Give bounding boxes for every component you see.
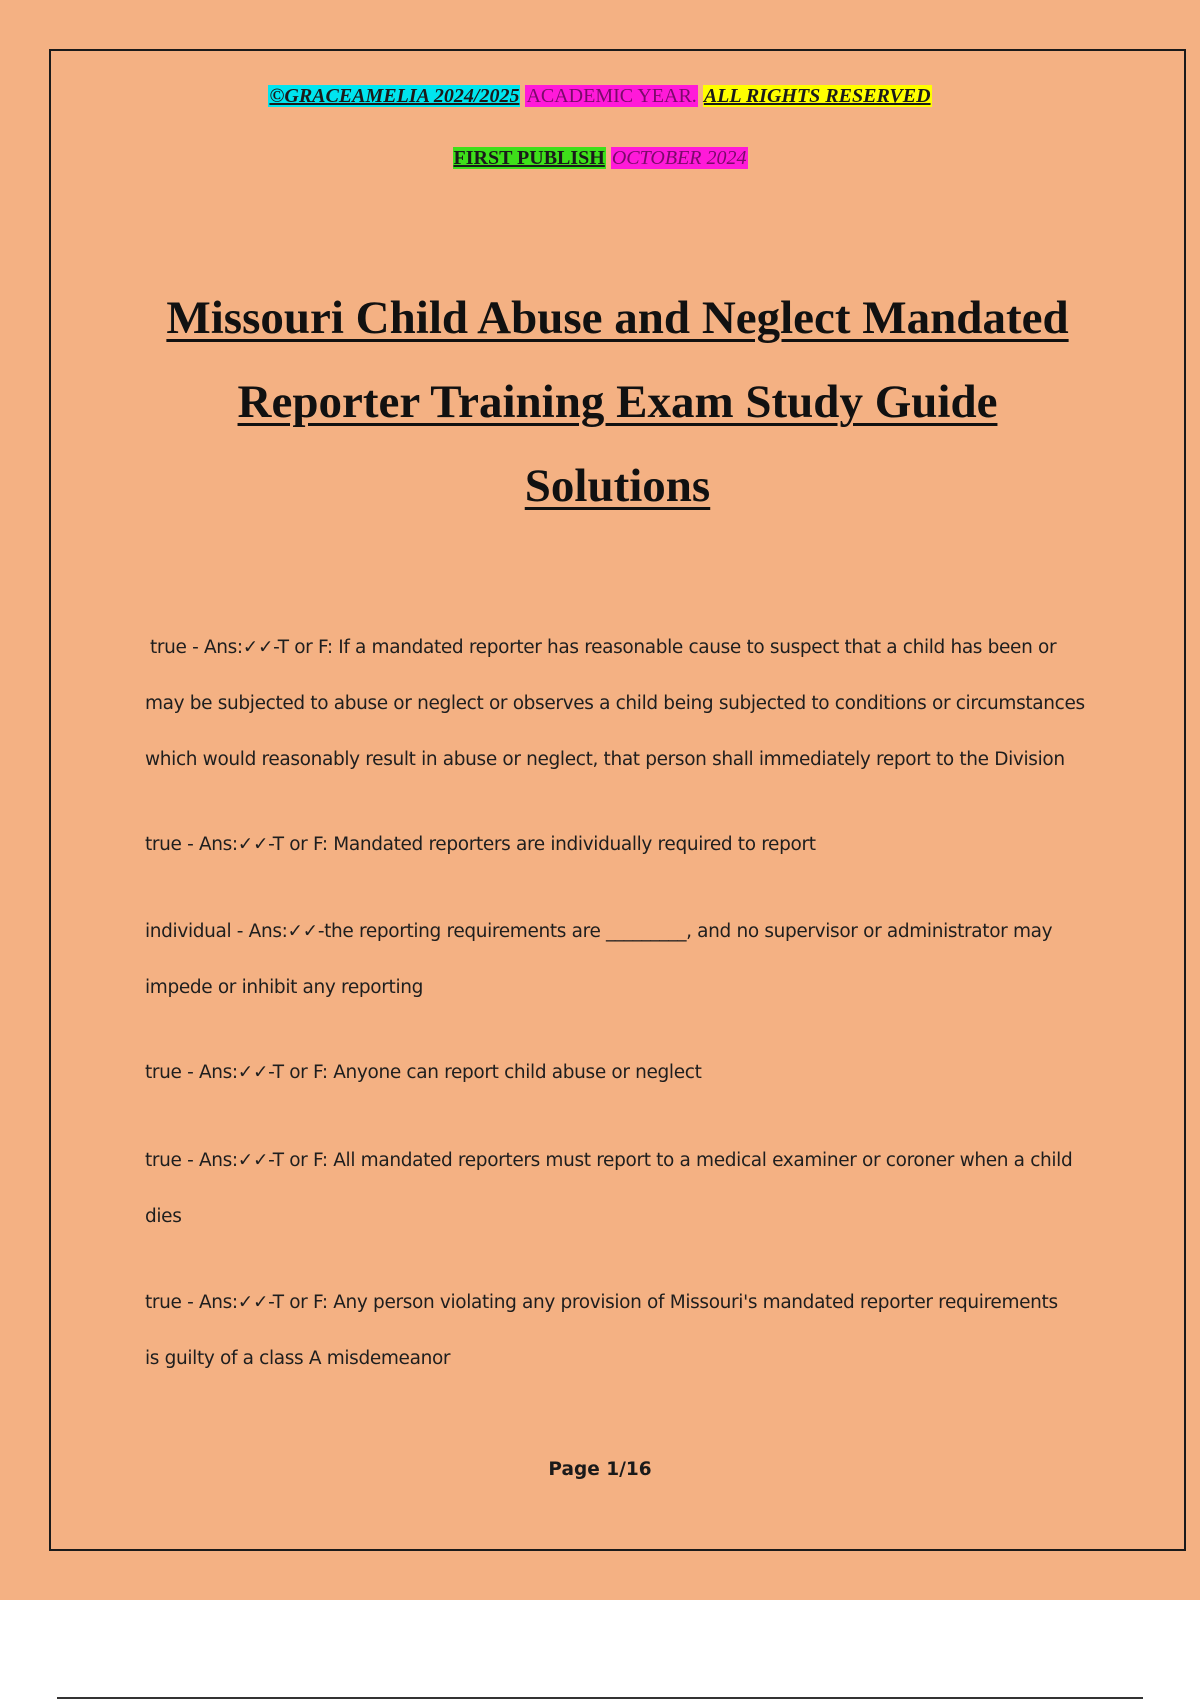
qa-line: individual - Ans:✓✓-the reporting requirements are _________, and no supervisor or administrator may: [145, 921, 1053, 942]
qa-line: which would reasonably result in abuse or neglect, that person shall immediately report to the Division: [145, 749, 1065, 770]
qa-item: [145, 1045, 1095, 1101]
qa-line: true - Ans:✓✓-T or F: Mandated reporters are individually required to report: [145, 834, 816, 855]
title-line-2: Reporter Training Exam Study Guide: [237, 376, 998, 428]
copyright-header: [0, 83, 1200, 109]
academic-year-text: ACADEMIC YEAR.: [526, 85, 697, 107]
qa-line: true - Ans:✓✓-T or F: All mandated reporters must report to a medical examiner or coroner when a child: [145, 1150, 1073, 1171]
qa-line: true - Ans:✓✓-T or F: Anyone can report child abuse or neglect: [145, 1062, 702, 1083]
qa-line: impede or inhibit any reporting: [145, 977, 423, 998]
title-line-1: Missouri Child Abuse and Neglect Mandated: [166, 292, 1069, 344]
qa-line: true - Ans:✓✓-T or F: Any person violating any provision of Missouri's mandated reporter requirements: [145, 1292, 1058, 1313]
page-number: Page 1/16: [548, 1459, 652, 1480]
next-page-top-rule: [57, 1697, 1143, 1699]
qa-item: [145, 817, 1095, 873]
qa-item: [145, 904, 1095, 1016]
copyright-text: ©GRACEAMELIA 2024/2025: [269, 85, 520, 107]
publish-date-text: OCTOBER 2024: [611, 147, 747, 169]
qa-line: dies: [145, 1206, 182, 1227]
qa-item: [145, 620, 1095, 788]
first-publish-text: FIRST PUBLISH: [453, 147, 605, 169]
publish-header: [0, 145, 1200, 171]
qa-line: true - Ans:✓✓-T or F: If a mandated reporter has reasonable cause to suspect that a child has been or: [150, 637, 1057, 658]
qa-item: [145, 1275, 1095, 1387]
document-title: [120, 276, 1115, 528]
qa-item: [145, 1133, 1095, 1245]
title-line-3: Solutions: [524, 460, 711, 512]
rights-reserved-text: ALL RIGHTS RESERVED: [703, 85, 931, 107]
qa-line: may be subjected to abuse or neglect or observes a child being subjected to conditions or circumstances: [145, 693, 1085, 714]
qa-line: is guilty of a class A misdemeanor: [145, 1348, 451, 1369]
